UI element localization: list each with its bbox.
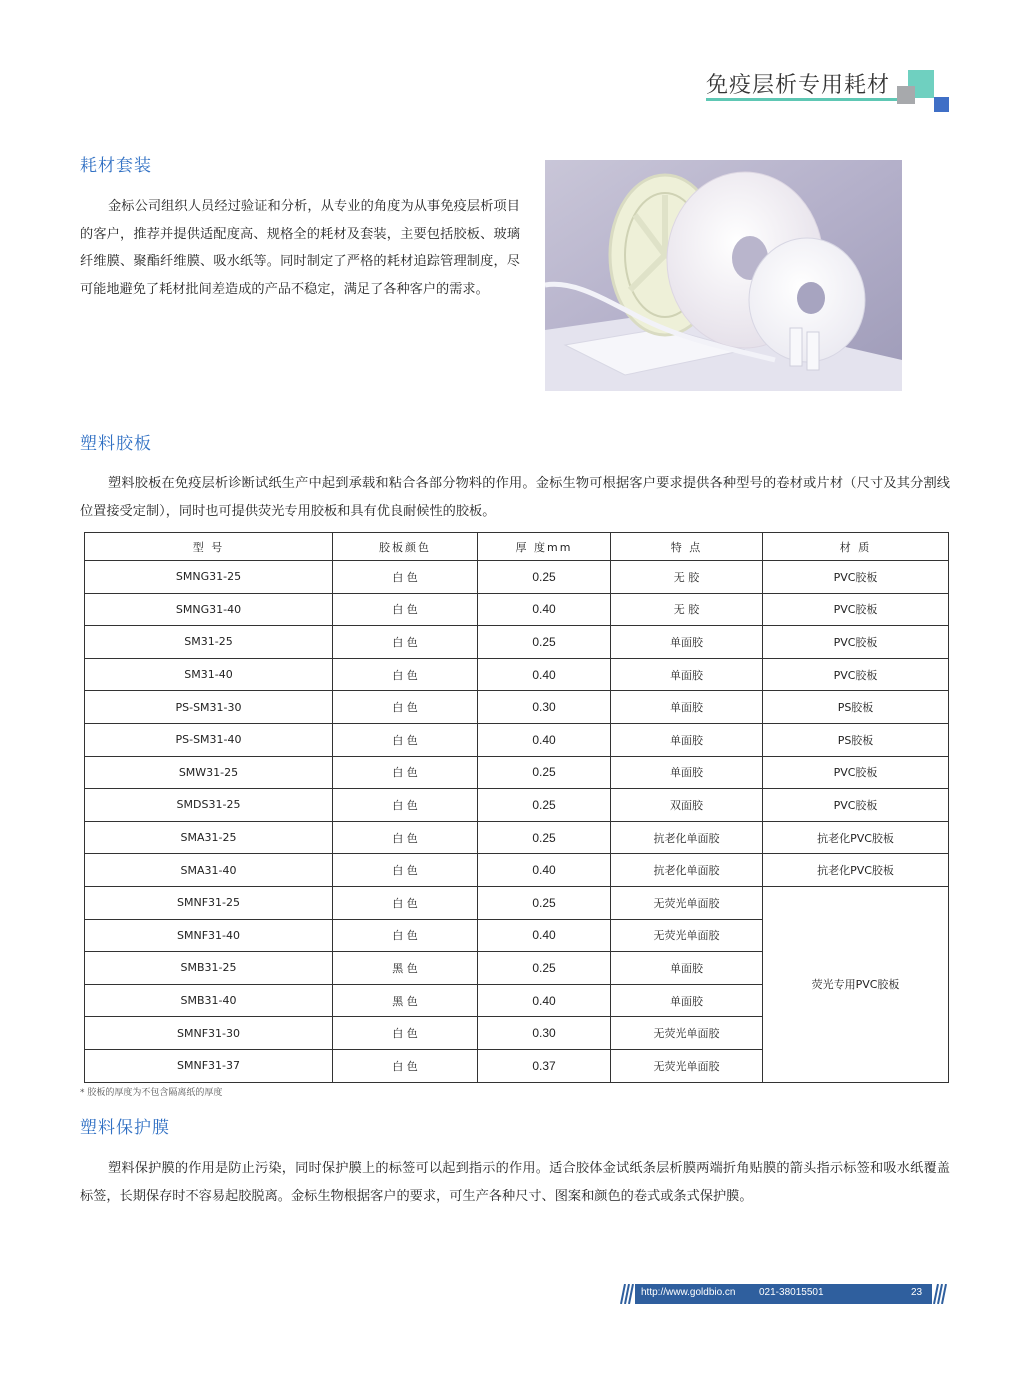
section-title-kit: 耗材套装 xyxy=(80,156,152,176)
cell-thickness: 0.40 xyxy=(478,984,611,1017)
section-paragraph-protective-film: 塑料保护膜的作用是防止污染，同时保护膜上的标签可以起到指示的作用。适合胶体金试纸条层析膜两端折角贴膜的箭头指示标签和吸水纸覆盖标签，长期保存时不容易起胶脱离。金标生物根据客户的要求，可生产各种尺寸、图案和颜色的卷式或条式保护膜。 xyxy=(80,1161,950,1204)
footer-phone: 021-38015501 xyxy=(759,1287,824,1298)
cell-thickness: 0.25 xyxy=(478,789,611,822)
cell-thickness: 0.40 xyxy=(478,593,611,626)
cell-color: 黑 色 xyxy=(333,984,478,1017)
cell-model: SMNG31-25 xyxy=(85,561,333,594)
cell-thickness: 0.40 xyxy=(478,723,611,756)
table-row xyxy=(85,821,949,854)
cell-thickness: 0.30 xyxy=(478,1017,611,1050)
page-header-title: 免疫层析专用耗材 xyxy=(706,73,891,98)
cell-color: 白 色 xyxy=(333,919,478,952)
table-row xyxy=(85,886,949,919)
cell-feature: 单面胶 xyxy=(611,952,763,985)
header-model: 型 号 xyxy=(85,533,333,561)
cell-feature: 无 胶 xyxy=(611,593,763,626)
cell-thickness: 0.40 xyxy=(478,658,611,691)
cell-model: PS-SM31-30 xyxy=(85,691,333,724)
cell-material: PVC胶板 xyxy=(763,756,949,789)
cell-feature: 单面胶 xyxy=(611,691,763,724)
cell-feature: 双面胶 xyxy=(611,789,763,822)
table-row xyxy=(85,593,949,626)
cell-model: SMNG31-40 xyxy=(85,593,333,626)
cell-color: 白 色 xyxy=(333,886,478,919)
footer-stripes-left xyxy=(617,1284,635,1304)
footer-url[interactable]: http://www.goldbio.cn xyxy=(641,1287,736,1298)
cell-feature: 单面胶 xyxy=(611,626,763,659)
table-footnote: * 胶板的厚度为不包含隔离纸的厚度 xyxy=(80,1088,223,1098)
product-photo-rolls xyxy=(545,160,902,391)
cell-model: SM31-25 xyxy=(85,626,333,659)
cell-feature: 无荧光单面胶 xyxy=(611,1049,763,1082)
cell-thickness: 0.37 xyxy=(478,1049,611,1082)
cell-model: SMW31-25 xyxy=(85,756,333,789)
section-title-plastic-backing: 塑料胶板 xyxy=(80,434,152,454)
cell-feature: 单面胶 xyxy=(611,756,763,789)
cell-color: 白 色 xyxy=(333,1049,478,1082)
cell-model: SMA31-40 xyxy=(85,854,333,887)
cell-feature: 单面胶 xyxy=(611,984,763,1017)
table-row xyxy=(85,756,949,789)
cell-material: PS胶板 xyxy=(763,723,949,756)
cell-model: SM31-40 xyxy=(85,658,333,691)
cell-material-merged: 荧光专用PVC胶板 xyxy=(763,886,949,1082)
table-row xyxy=(85,789,949,822)
table-row xyxy=(85,723,949,756)
cell-model: SMDS31-25 xyxy=(85,789,333,822)
cell-model: SMNF31-40 xyxy=(85,919,333,952)
table-row xyxy=(85,658,949,691)
header-underline xyxy=(706,98,901,101)
table-row xyxy=(85,626,949,659)
footer-bar xyxy=(635,1284,932,1304)
cell-model: SMNF31-25 xyxy=(85,886,333,919)
cell-thickness: 0.25 xyxy=(478,952,611,985)
cell-color: 白 色 xyxy=(333,561,478,594)
cell-thickness: 0.25 xyxy=(478,561,611,594)
cell-model: SMB31-25 xyxy=(85,952,333,985)
cell-color: 白 色 xyxy=(333,1017,478,1050)
cell-thickness: 0.25 xyxy=(478,886,611,919)
section-paragraph-kit: 金标公司组织人员经过验证和分析，从专业的角度为从事免疫层析项目的客户，推荐并提供适配度高、规格全的耗材及套装，主要包括胶板、玻璃纤维膜、聚酯纤维膜、吸水纸等。同时制定了严格的耗材追踪管理制度，尽可能地避免了耗材批间差造成的产品不稳定，满足了各种客户的需求。 xyxy=(80,199,520,297)
header-material: 材 质 xyxy=(763,533,949,561)
cell-feature: 无荧光单面胶 xyxy=(611,1017,763,1050)
section-title-protective-film: 塑料保护膜 xyxy=(80,1118,170,1138)
cell-color: 白 色 xyxy=(333,756,478,789)
cell-color: 白 色 xyxy=(333,789,478,822)
backing-card-spec-table xyxy=(84,532,949,1083)
cell-model: SMA31-25 xyxy=(85,821,333,854)
cell-material: PVC胶板 xyxy=(763,561,949,594)
cell-thickness: 0.30 xyxy=(478,691,611,724)
table-header-row xyxy=(85,533,949,561)
header-color: 胶板颜色 xyxy=(333,533,478,561)
cell-feature: 抗老化单面胶 xyxy=(611,821,763,854)
cell-model: SMB31-40 xyxy=(85,984,333,1017)
table-row xyxy=(85,854,949,887)
cell-material: PVC胶板 xyxy=(763,658,949,691)
cell-feature: 无荧光单面胶 xyxy=(611,919,763,952)
cell-feature: 无荧光单面胶 xyxy=(611,886,763,919)
cell-feature: 无 胶 xyxy=(611,561,763,594)
cell-thickness: 0.25 xyxy=(478,756,611,789)
cell-color: 白 色 xyxy=(333,593,478,626)
cell-feature: 单面胶 xyxy=(611,723,763,756)
decor-square-blue xyxy=(934,97,949,112)
table-row xyxy=(85,691,949,724)
cell-color: 白 色 xyxy=(333,691,478,724)
footer-page-number: 23 xyxy=(911,1287,923,1298)
cell-color: 白 色 xyxy=(333,821,478,854)
cell-material: 抗老化PVC胶板 xyxy=(763,821,949,854)
footer-stripes-right xyxy=(932,1284,950,1304)
cell-model: PS-SM31-40 xyxy=(85,723,333,756)
decor-square-gray xyxy=(897,86,915,104)
table-row xyxy=(85,561,949,594)
cell-feature: 单面胶 xyxy=(611,658,763,691)
cell-thickness: 0.25 xyxy=(478,626,611,659)
cell-color: 白 色 xyxy=(333,854,478,887)
cell-color: 白 色 xyxy=(333,723,478,756)
header-thickness: 厚 度mm xyxy=(478,533,611,561)
cell-color: 白 色 xyxy=(333,626,478,659)
cell-material: 抗老化PVC胶板 xyxy=(763,854,949,887)
cell-material: PVC胶板 xyxy=(763,626,949,659)
cell-thickness: 0.40 xyxy=(478,854,611,887)
section-paragraph-plastic-backing: 塑料胶板在免疫层析诊断试纸生产中起到承载和粘合各部分物料的作用。金标生物可根据客户要求提供各种型号的卷材或片材（尺寸及其分割线位置接受定制），同时也可提供荧光专用胶板和具有优良耐候性的胶板。 xyxy=(80,476,950,519)
cell-color: 白 色 xyxy=(333,658,478,691)
cell-model: SMNF31-30 xyxy=(85,1017,333,1050)
cell-material: PVC胶板 xyxy=(763,593,949,626)
cell-material: PVC胶板 xyxy=(763,789,949,822)
cell-feature: 抗老化单面胶 xyxy=(611,854,763,887)
cell-material: PS胶板 xyxy=(763,691,949,724)
cell-color: 黑 色 xyxy=(333,952,478,985)
cell-model: SMNF31-37 xyxy=(85,1049,333,1082)
cell-thickness: 0.40 xyxy=(478,919,611,952)
cell-thickness: 0.25 xyxy=(478,821,611,854)
header-feature: 特 点 xyxy=(611,533,763,561)
